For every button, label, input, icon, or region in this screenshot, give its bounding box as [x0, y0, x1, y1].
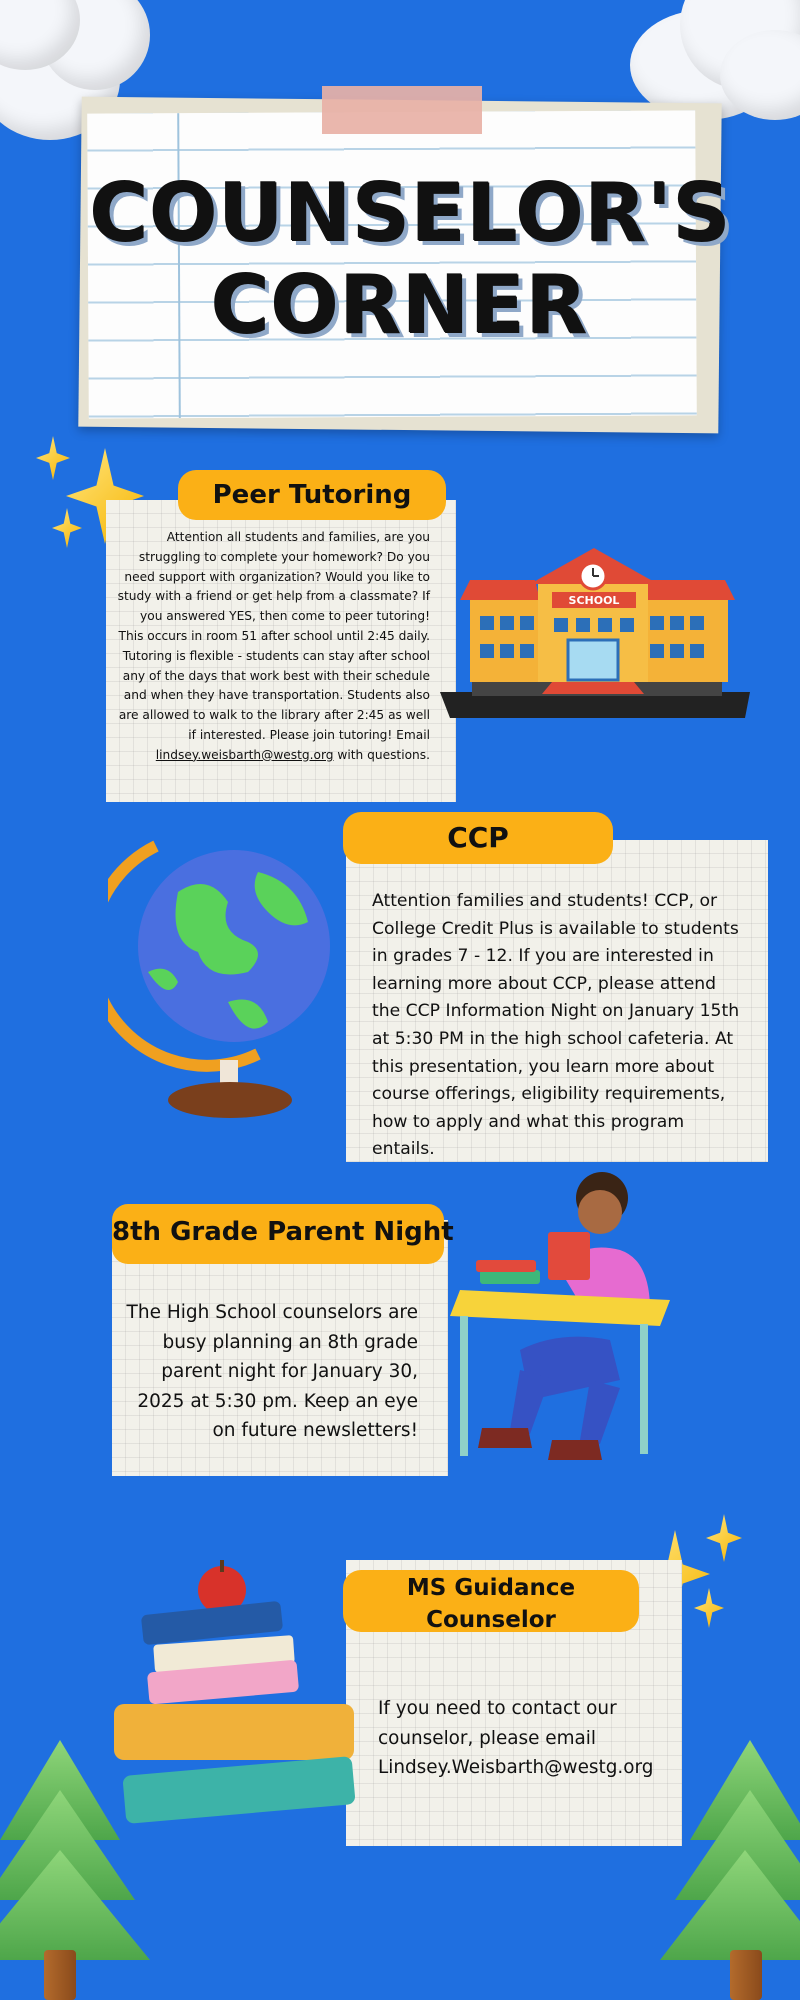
tape-strip	[322, 86, 482, 134]
peer-tutoring-email-link[interactable]: lindsey.weisbarth@westg.org	[155, 747, 334, 762]
sparkle-icon	[706, 1514, 742, 1562]
ms-guidance-heading-line2: Counselor	[426, 1607, 556, 1633]
sparkle-icon	[52, 508, 82, 548]
peer-tutoring-text: Attention all students and families, are you struggling to complete your homework? Do you need support with organization? Would you like to study with a friend or get help from a classmate? If you answered YES, then come to peer tutoring! This occurs in room 51 after school until 2:45 daily. Tutoring is flexible - students can stay after school any of the days that work best with their schedule and when they have transportation. Students also are allowed to walk to the library after 2:45 as well if interested. Please join tutoring! Email	[117, 530, 430, 742]
sparkle-icon	[36, 436, 70, 480]
parent-night-body: The High School counselors are busy planning an 8th grade parent night for January 30, 2025 at 5:30 pm. Keep an eye on future newsletters!	[126, 1302, 418, 1441]
ms-guidance-heading-line1: MS Guidance	[406, 1575, 576, 1601]
parent-night-heading: 8th Grade Parent Night	[112, 1204, 444, 1264]
peer-tutoring-body	[116, 528, 430, 766]
pine-tree-icon-right	[660, 1740, 800, 2000]
school-building-icon	[430, 540, 760, 750]
student-reading-icon	[440, 1170, 680, 1490]
page-title	[90, 167, 732, 352]
ms-guidance-heading	[343, 1570, 639, 1632]
page-title-line2: CORNER	[211, 259, 589, 352]
page-title-line1: COUNSELOR'S	[90, 167, 732, 260]
ccp-heading: CCP	[343, 812, 613, 864]
peer-tutoring-heading: Peer Tutoring	[178, 470, 446, 520]
pine-tree-icon-left	[0, 1740, 150, 2000]
peer-tutoring-text-end: with questions.	[337, 747, 430, 762]
school-sign-text: SCHOOL	[568, 594, 620, 607]
sparkle-icon	[694, 1588, 724, 1628]
globe-icon	[108, 832, 348, 1132]
ccp-body: Attention families and students! CCP, or College Credit Plus is available to students in grades 7 - 12. If you are interested in learning more about CCP, please attend the CCP Information Night on January 15th at 5:30 PM in the high school cafeteria. At this presentation, you learn more about course offerings, eligibility requirements, how to apply and what this program entails.	[372, 891, 740, 1160]
ms-guidance-body: If you need to contact our counselor, please email Lindsey.Weisbarth@westg.org	[378, 1698, 654, 1778]
